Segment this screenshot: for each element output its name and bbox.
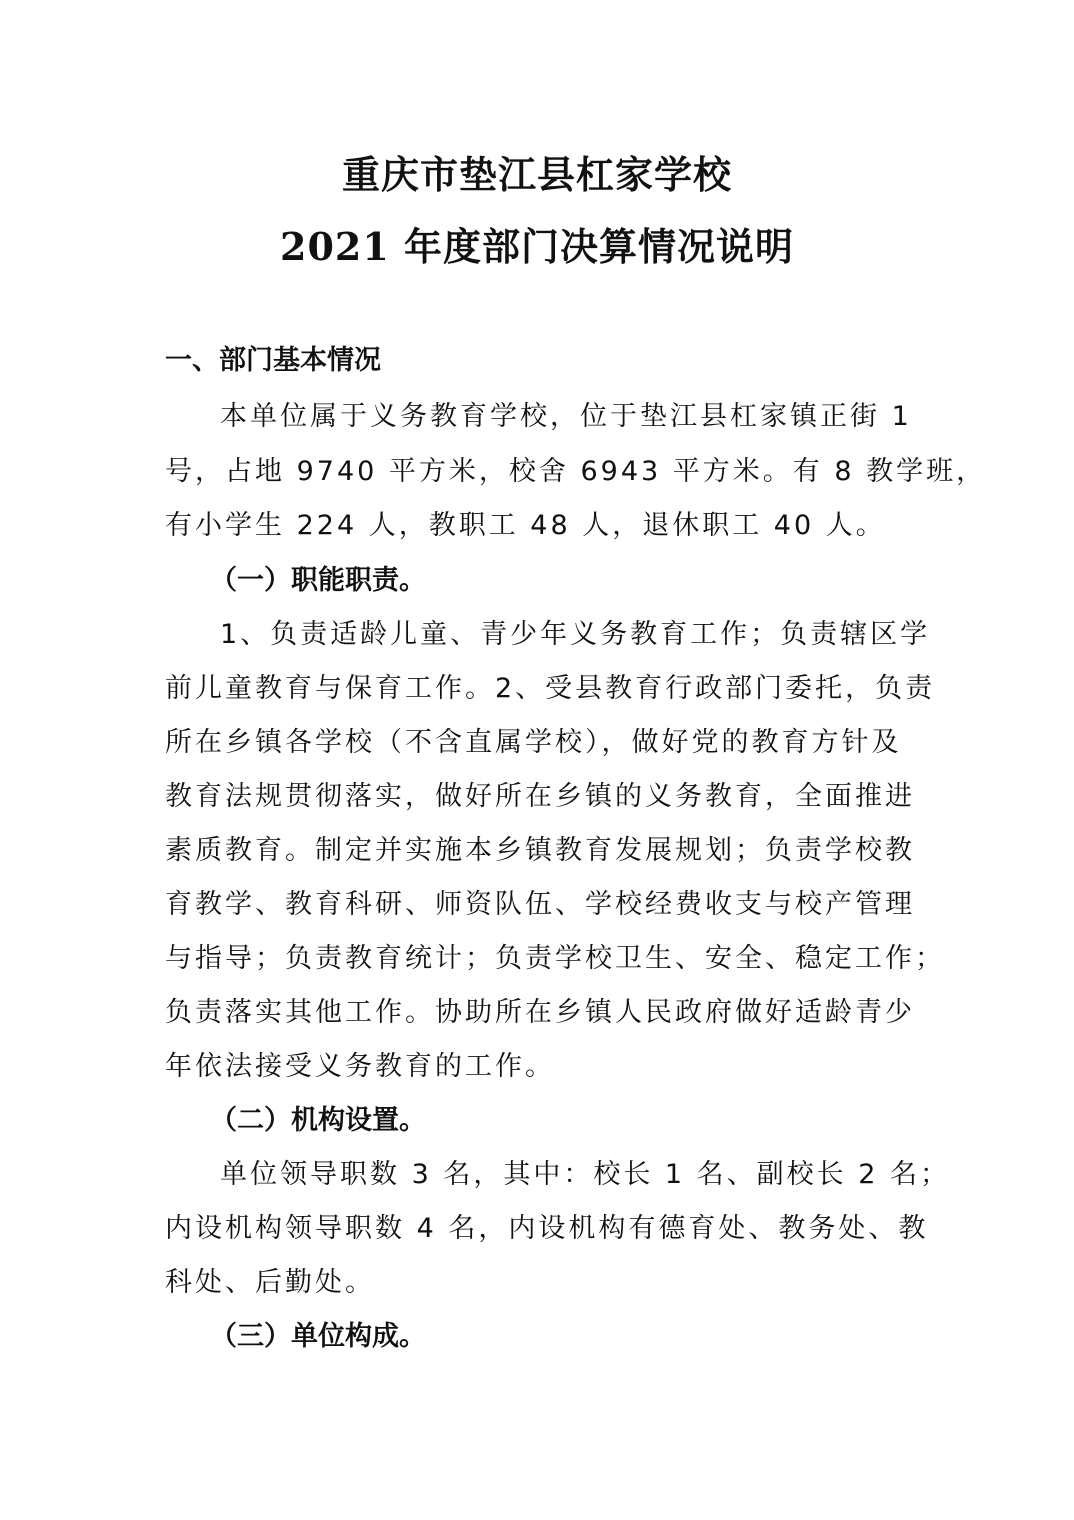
paragraph-line: 单位领导职数 3 名，其中：校长 1 名、副校长 2 名； — [220, 1159, 951, 1190]
paragraph-line: 科处、后勤处。 — [165, 1267, 375, 1298]
subsection-heading: （二）机构设置。 — [210, 1105, 426, 1136]
paragraph-line: 内设机构领导职数 4 名，内设机构有德育处、教务处、教 — [165, 1213, 929, 1244]
subsection-heading: （三）单位构成。 — [210, 1321, 426, 1352]
paragraph-line: 有小学生 224 人，教职工 48 人，退休职工 40 人。 — [165, 510, 886, 541]
document-title-line2: 2021 年度部门决算情况说明 — [280, 224, 794, 269]
paragraph-line: 育教学、教育科研、师资队伍、学校经费收支与校产管理 — [165, 889, 915, 920]
section-heading: 一、部门基本情况 — [165, 345, 381, 376]
paragraph-line: 负责落实其他工作。协助所在乡镇人民政府做好适龄青少 — [165, 997, 915, 1028]
paragraph-line: 前儿童教育与保育工作。2、受县教育行政部门委托，负责 — [165, 673, 936, 704]
paragraph-line: 1、负责适龄儿童、青少年义务教育工作；负责辖区学 — [220, 619, 931, 650]
paragraph-line: 年依法接受义务教育的工作。 — [165, 1051, 555, 1082]
subsection-heading: （一）职能职责。 — [210, 565, 426, 596]
document-title-line1: 重庆市垫江县杠家学校 — [341, 152, 732, 197]
paragraph-line: 素质教育。制定并实施本乡镇教育发展规划；负责学校教 — [165, 835, 915, 866]
paragraph-line: 号，占地 9740 平方米，校舍 6943 平方米。有 8 教学班， — [165, 456, 987, 487]
paragraph-line: 本单位属于义务教育学校，位于垫江县杠家镇正街 1 — [220, 401, 912, 432]
paragraph-line: 所在乡镇各学校（不含直属学校），做好党的教育方针及 — [165, 727, 902, 758]
paragraph-line: 教育法规贯彻落实，做好所在乡镇的义务教育，全面推进 — [165, 781, 915, 812]
paragraph-line: 与指导；负责教育统计；负责学校卫生、安全、稳定工作； — [165, 943, 945, 974]
